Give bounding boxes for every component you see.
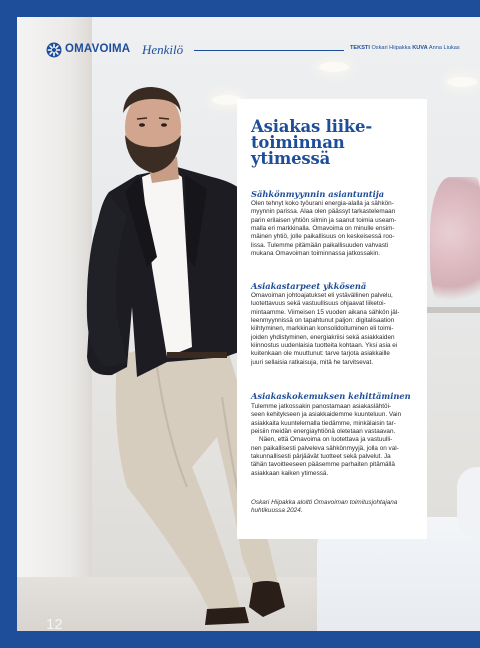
section-body — [251, 200, 396, 258]
body-line: asiakkaan kaiken ytimessä. — [251, 469, 329, 477]
caption-line: Oskari Hiipakka aloitti Omavoiman toimitusjohtajana — [251, 499, 398, 506]
credit-photo-name: Anna Liukas — [428, 45, 460, 51]
credit-photo-label: KUVA — [412, 45, 428, 51]
title-line: ytimessä — [251, 149, 331, 168]
credits — [350, 45, 460, 51]
body-line: kiinnostus uudenlaisia tuotteita kohtaan. Yksi asia ei — [251, 342, 398, 350]
body-line: joiden yhdistyminen, energiakriisi sekä asiakkaiden — [251, 333, 395, 341]
body-line: Tulemme jatkossakin panostamaan asiakaslähtöi- — [251, 403, 392, 410]
section-heading: Asiakaskokemuksen kehittäminen — [251, 391, 411, 401]
credit-text-name: Oskari Hiipakka — [371, 45, 411, 51]
body-line: Näen, että Omavoima on luotettava ja vastuulli- — [259, 436, 393, 444]
page-number: 12 — [46, 616, 63, 631]
section-heading: Sähkönmyynnin asiantuntija — [251, 189, 385, 199]
section-body — [251, 403, 401, 478]
omavoima-logo-icon — [46, 42, 62, 58]
body-line: malla eri markkinalla. Omavoima on minulle ensim- — [251, 225, 395, 233]
title-line: toiminnan — [251, 133, 345, 152]
body-line: nen paikallisesti palveleva sähkönmyyjä, jolla on val- — [251, 444, 399, 452]
credit-text-label: TEKSTI — [350, 45, 370, 51]
title-line: Asiakas liike- — [251, 117, 372, 136]
body-line: kuitenkaan ole muuttunut: tarve tarjota asiakkaille — [251, 350, 390, 358]
section-title: Henkilö — [142, 42, 184, 57]
body-line: asiakkaita kuuntelemalla tiedämme, minkälaisin tar- — [251, 419, 396, 427]
body-line: kiihtyminen, markkinan konsolidoituminen eli toimi- — [251, 325, 394, 333]
body-line: parin erilaisen yhtiön silmin ja saanut toimia useam- — [251, 216, 397, 224]
body-line: myynnin parissa. Alaa olen päässyt tarkastelemaan — [251, 208, 396, 216]
body-line: Omavoiman johtoajatukset eli ystävällinen palvelu, — [251, 292, 393, 299]
brand-name: OMAVOIMA — [65, 43, 131, 55]
body-line: mukana Omavoiman toiminnassa jatkossakin. — [251, 250, 381, 258]
section-body — [251, 292, 399, 367]
body-line: leenmyynnissä on tapahtunut paljon: digitalisaation — [251, 317, 395, 325]
body-line: seen kehitykseen ja asiakkaidemme kuunteluun. Vain — [251, 411, 402, 419]
body-line: juuri sellaisia ratkaisuja, mitä he tarvitsevat. — [251, 358, 373, 366]
section-heading: Asiakastarpeet ykkösenä — [251, 281, 367, 291]
article-title — [251, 119, 372, 167]
body-line: lissa. Tulemme pitämään paikallisuuden vahvasti — [251, 241, 389, 249]
body-line: tähän tavoitteeseen pääsemme parhaiten pitämällä — [251, 461, 395, 469]
body-line: peisiin meidän energiayhtiönä oletetaan vastaavan. — [251, 428, 396, 436]
article-card — [237, 99, 427, 539]
body-line: Olen tehnyt koko työurani energia-alalla ja sähkön- — [251, 200, 394, 207]
body-line: takunnallisesti pärjäävät tuotteet sekä palvelut. Ja — [251, 453, 391, 461]
photo-caption — [251, 499, 397, 516]
page-header — [46, 42, 466, 58]
body-line: mintaamme. Viimeisen 15 vuoden aikana sähkön jäl- — [251, 308, 400, 316]
body-line: luotettavuus sekä vastuullisuus ohjaavat liiketoi- — [251, 300, 386, 308]
body-line: mäinen yhtiö, jolle paikallisuus on keskeisessä roo- — [251, 233, 395, 241]
caption-line: huhtikuussa 2024. — [251, 507, 303, 515]
header-divider — [194, 50, 344, 51]
